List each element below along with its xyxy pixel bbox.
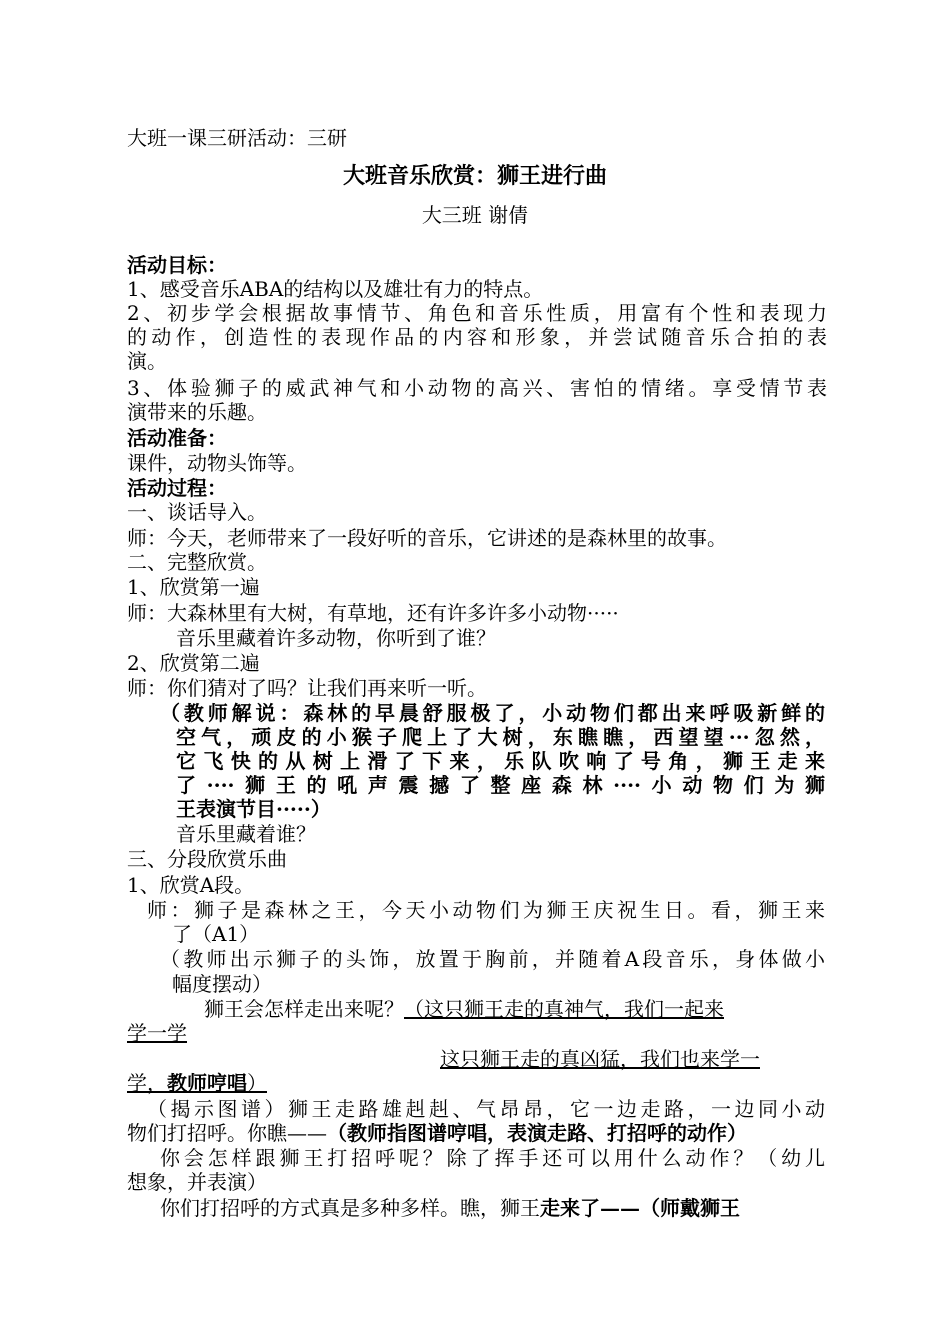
goal-2-line-1: 2、初步学会根据故事情节、角色和音乐性质，用富有个性和表现力: [127, 301, 827, 325]
goal-2-line-3: 演。: [127, 349, 167, 373]
process-step-2: 二、完整欣赏。: [127, 550, 267, 574]
goal-3-line-2: 演带来的乐趣。: [127, 400, 267, 424]
underlined-line: 这只狮王走的真凶猛，我们也来学一: [440, 1047, 760, 1071]
narration-line: 空气，顽皮的小猴子爬上了大树，东瞧瞧，西望望···忽然，: [176, 725, 825, 749]
process-line: 1、欣赏A段。: [127, 873, 255, 897]
process-heading: 活动过程：: [127, 476, 227, 500]
narration-line: （教师解说：森林的早晨舒服极了，小动物们都出来呼吸新鲜的: [160, 701, 825, 725]
process-line: （教师出示狮子的头饰，放置于胸前，并随着A段音乐，身体做小: [160, 947, 825, 971]
process-line: 你会怎样跟狮王打招呼呢？除了挥手还可以用什么动作？（幼儿: [160, 1146, 825, 1170]
process-line: 幅度摆动）: [172, 972, 272, 996]
underlined-line: 学一学: [127, 1021, 187, 1045]
underlined-line: [127, 1071, 827, 1095]
process-line: 师：今天，老师带来了一段好听的音乐，它讲述的是森林里的故事。: [127, 526, 727, 550]
process-step-1: 一、谈话导入。: [127, 500, 267, 524]
question-text: 狮王会怎样走出来呢？: [204, 997, 404, 1021]
process-line: [204, 997, 825, 1021]
process-line: 师：大森林里有大树，有草地，还有许多许多小动物·····: [127, 601, 619, 625]
underlined-text: ）: [247, 1071, 267, 1095]
document-title: 大班音乐欣赏：狮王进行曲: [342, 163, 607, 189]
process-line: 音乐里藏着许多动物，你听到了谁？: [176, 626, 496, 650]
narration-line: 它飞快的从树上滑了下来，乐队吹响了号角，狮王走来: [176, 749, 825, 773]
prep-text: 课件，动物头饰等。: [127, 451, 307, 475]
goal-2-line-2: 的动作，创造性的表现作品的内容和形象，并尝试随音乐合拍的表: [127, 325, 827, 349]
process-line: [127, 1121, 827, 1145]
process-line: （揭示图谱）狮王走路雄赳赳、气昂昂，它一边走路，一边同小动: [147, 1097, 825, 1121]
process-line: 1、欣赏第一遍: [127, 575, 260, 599]
process-line: 2、欣赏第二遍: [127, 651, 260, 675]
goal-3-line-1: 3、体验狮子的威武神气和小动物的高兴、害怕的情绪。享受情节表: [127, 376, 827, 400]
bold-text: 走来了——（师戴狮王: [540, 1196, 740, 1220]
prep-heading: 活动准备：: [127, 426, 227, 450]
underlined-text: （这只狮王走的真神气，我们一起来: [404, 997, 724, 1021]
goal-1: 1、感受音乐ABA的结构以及雄壮有力的特点。: [127, 277, 544, 301]
document-header: 大班一课三研活动：三研: [127, 126, 347, 150]
bold-text: 教师哼唱: [167, 1071, 247, 1095]
process-line: 想象，并表演）: [127, 1170, 267, 1194]
underlined-text: 学，: [127, 1071, 167, 1095]
process-line: [160, 1196, 825, 1220]
bold-text: （教师指图谱哼唱，表演走路、打招呼的动作）: [327, 1121, 747, 1145]
process-step-3: 三、分段欣赏乐曲: [127, 847, 287, 871]
narration-line: 了····狮王的吼声震撼了整座森林····小动物们为狮: [176, 773, 825, 797]
plain-text: 你们打招呼的方式真是多种多样。瞧，狮王: [160, 1196, 540, 1220]
narration-line: 王表演节目·····）: [176, 797, 331, 821]
plain-text: 物们打招呼。你瞧——: [127, 1121, 327, 1145]
process-line: 音乐里藏着谁？: [176, 822, 316, 846]
process-line: 师：狮子是森林之王，今天小动物们为狮王庆祝生日。看，狮王来: [147, 898, 825, 922]
goals-heading: 活动目标：: [127, 253, 227, 277]
process-line: 师：你们猜对了吗？让我们再来听一听。: [127, 676, 487, 700]
process-line: 了（A1）: [172, 922, 260, 946]
author-line: 大三班 谢倩: [421, 203, 529, 227]
